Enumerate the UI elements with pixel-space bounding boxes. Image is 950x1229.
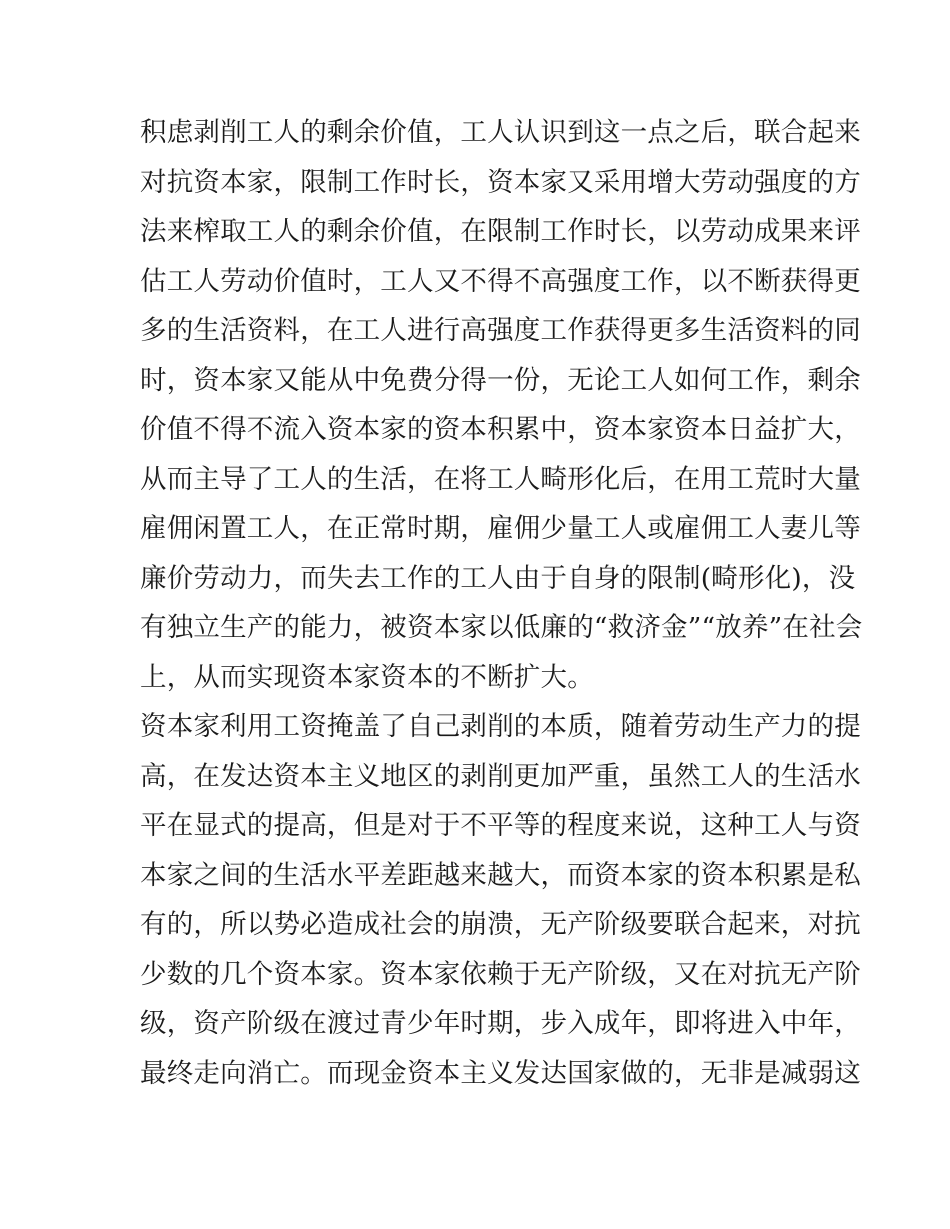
- text-line: 积虑剥削工人的剩余价值，工人认识到这一点之后，联合起来: [140, 117, 861, 148]
- text-line: 法来榨取工人的剩余价值，在限制工作时长，以劳动成果来评: [140, 216, 861, 247]
- text-line: 有的，所以势必造成社会的崩溃，无产阶级要联合起来，对抗: [140, 909, 861, 940]
- text-line: 雇佣闲置工人，在正常时期，雇佣少量工人或雇佣工人妻儿等: [140, 513, 861, 544]
- text-line: 估工人劳动价值时，工人又不得不高强度工作，以不断获得更: [140, 265, 861, 297]
- text-line: 有独立生产的能力，被资本家以低廉的“救济金”“放养”在社会: [140, 612, 863, 643]
- text-line: 高，在发达资本主义地区的剥削更加严重，虽然工人的生活水: [140, 760, 861, 792]
- text-line: 级，资产阶级在渡过青少年时期，步入成年，即将进入中年，: [140, 1008, 861, 1039]
- text-line: 多的生活资料，在工人进行高强度工作获得更多生活资料的同: [140, 315, 861, 346]
- body-text: [140, 108, 863, 1098]
- text-line: 廉价劳动力，而失去工作的工人由于自身的限制(畸形化)，没: [140, 562, 856, 594]
- text-line: 价值不得不流入资本家的资本积累中，资本家资本日益扩大，: [140, 414, 861, 445]
- text-line: 上，从而实现资本家资本的不断扩大。: [140, 661, 594, 693]
- text-line: 时，资本家又能从中免费分得一份，无论工人如何工作，剩余: [140, 364, 861, 396]
- text-line: 本家之间的生活水平差距越来越大，而资本家的资本积累是私: [140, 859, 861, 891]
- text-line: 资本家利用工资掩盖了自己剥削的本质，随着劳动生产力的提: [140, 711, 861, 742]
- text-line: 从而主导了工人的生活，在将工人畸形化后，在用工荒时大量: [140, 463, 861, 495]
- text-line: 少数的几个资本家。资本家依赖于无产阶级，又在对抗无产阶: [140, 958, 861, 990]
- text-line: 对抗资本家，限制工作时长，资本家又采用增大劳动强度的方: [140, 166, 861, 198]
- text-line: 平在显式的提高，但是对于不平等的程度来说，这种工人与资: [140, 810, 861, 841]
- text-line: 最终走向消亡。而现金资本主义发达国家做的，无非是减弱这: [140, 1057, 861, 1089]
